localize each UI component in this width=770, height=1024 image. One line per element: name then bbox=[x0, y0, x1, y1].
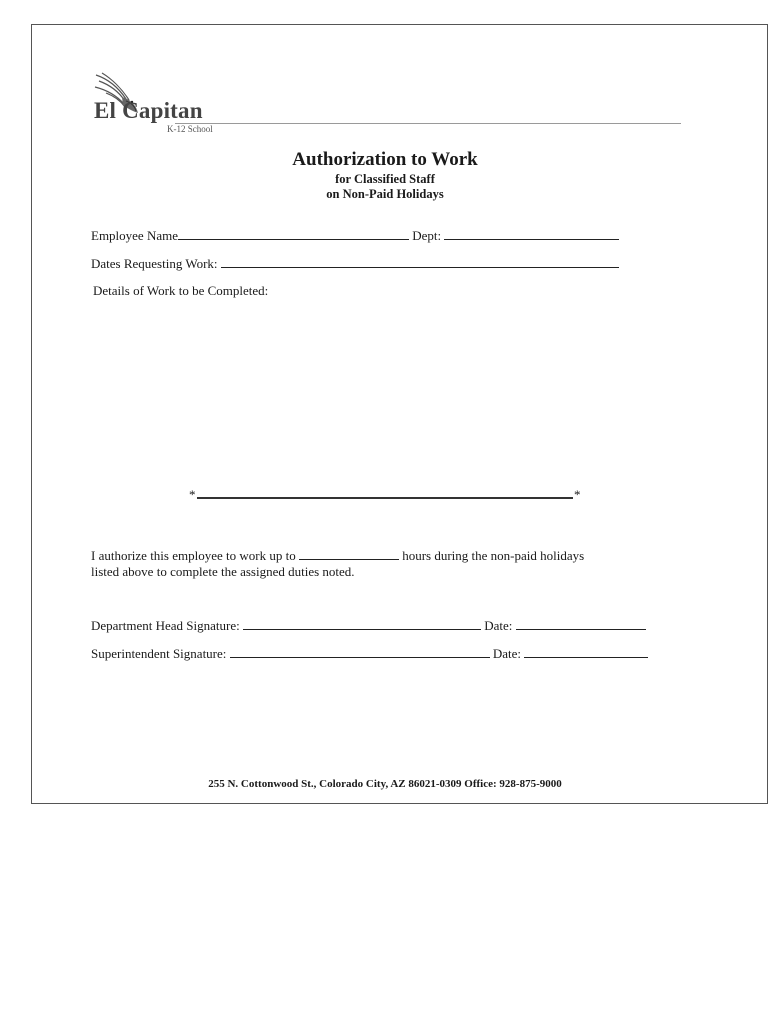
superintendent-date-label: Date: bbox=[492, 646, 522, 661]
dept-head-date-field[interactable] bbox=[516, 618, 646, 630]
dates-field[interactable] bbox=[221, 256, 619, 268]
superintendent-signature-field[interactable] bbox=[230, 646, 490, 658]
school-subtitle: K-12 School bbox=[167, 124, 213, 134]
star-right: * bbox=[574, 487, 581, 502]
subtitle-line-1: for Classified Staff bbox=[335, 172, 435, 186]
superintendent-date-field[interactable] bbox=[524, 646, 648, 658]
authorization-part1: I authorize this employee to work up to bbox=[91, 548, 296, 563]
authorization-line-2: listed above to complete the assigned duties noted. bbox=[91, 564, 355, 579]
dept-head-signature-field[interactable] bbox=[243, 618, 481, 630]
header-rule bbox=[175, 123, 681, 124]
details-area[interactable] bbox=[91, 300, 681, 480]
superintendent-label: Superintendent Signature: bbox=[91, 646, 227, 661]
employee-name-field[interactable] bbox=[178, 228, 409, 240]
footer-address: 255 N. Cottonwood St., Colorado City, AZ 86021-0309 Office: 928-875-9000 bbox=[208, 778, 562, 790]
dates-label: Dates Requesting Work: bbox=[91, 256, 218, 271]
dept-head-row bbox=[91, 618, 646, 634]
star-left: * bbox=[189, 487, 196, 502]
school-name: El Capitan bbox=[94, 98, 203, 123]
dept-field[interactable] bbox=[444, 228, 619, 240]
subtitle-line-2: on Non-Paid Holidays bbox=[326, 187, 444, 201]
employee-name-row bbox=[91, 228, 619, 244]
authorization-line-1 bbox=[91, 548, 584, 564]
dept-head-date-label: Date: bbox=[484, 618, 513, 633]
hours-field[interactable] bbox=[299, 548, 399, 560]
signature-rule[interactable] bbox=[197, 497, 573, 499]
authorization-part2: hours during the non-paid holidays bbox=[402, 548, 585, 563]
superintendent-row bbox=[91, 646, 648, 662]
dept-label: Dept: bbox=[412, 228, 442, 243]
page-title: Authorization to Work bbox=[292, 149, 478, 170]
dates-row bbox=[91, 256, 619, 272]
employee-name-label: Employee Name bbox=[91, 228, 178, 243]
dept-head-label: Department Head Signature: bbox=[91, 618, 240, 633]
details-label: Details of Work to be Completed: bbox=[93, 283, 269, 298]
